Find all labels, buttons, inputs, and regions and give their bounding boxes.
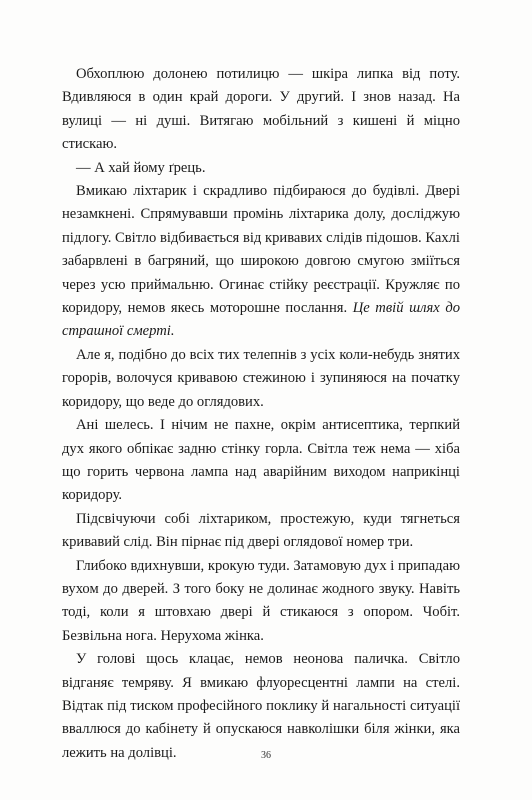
paragraph-4: Але я, подібно до всіх тих телепнів з усіх коли-небудь знятих горорів, волочуся кривавою стежиною і зупиняюся на початку коридору, що веде до оглядових. [62, 346, 460, 410]
paragraph-2: — А хай йому ґрець. [76, 159, 206, 176]
paragraph-3-italic: Це твій шлях до страшної смерті. [62, 300, 460, 340]
page-body-text [62, 63, 460, 765]
paragraph-3-text: Вмикаю ліхтарик і скрадливо підбираюся до будівлі. Двері незамкнені. Спрямувавши промінь ліхтарика долу, досліджую підлогу. Світло відбивається від кривавих слідів підошов. Кахлі забарвлені в багряний, що широкою довгою смугою зміїться через усю приймальню. Огинає стійку реєстрації. Кружляє по коридору, немов якесь моторошне послання. [62, 183, 460, 317]
paragraph-7: Глибоко вдихнувши, крокую туди. Затамовую дух і припадаю вухом до дверей. З того боку не долинає жодного звуку. Навіть тоді, коли я штовхаю двері й стикаюся з опором. Чобіт. Безвільна нога. Нерухома жінка. [62, 557, 460, 644]
paragraph-6: Підсвічуючи собі ліхтариком, простежую, куди тягнеться кривавий слід. Він пірнає під двері оглядової номер три. [62, 510, 460, 551]
paragraph-3 [62, 180, 460, 344]
paragraph-1: Обхоплюю долонею потилицю — шкіра липка від поту. Вдивляюся в один край дороги. У другий. І знов назад. На вулиці — ні душі. Витягаю мобільний з кишені й міцно стискаю. [62, 66, 460, 153]
page-number: 36 [261, 750, 271, 761]
paragraph-5: Ані шелесь. І нічим не пахне, окрім антисептика, терпкий дух якого обпікає задню стінку горла. Світла теж нема — хіба що горить червона лампа над аварійним виходом наприкінці коридору. [62, 417, 460, 504]
paragraph-8: У голові щось клацає, немов неонова паличка. Світло відганяє темряву. Я вмикаю флуоресцентні лампи на стелі. Відтак під тиском професійного поклику й нагальності ситуації вваллюся до кабінету й опускаюся навколішки біля жінки, яка лежить на долівці. [62, 651, 460, 761]
